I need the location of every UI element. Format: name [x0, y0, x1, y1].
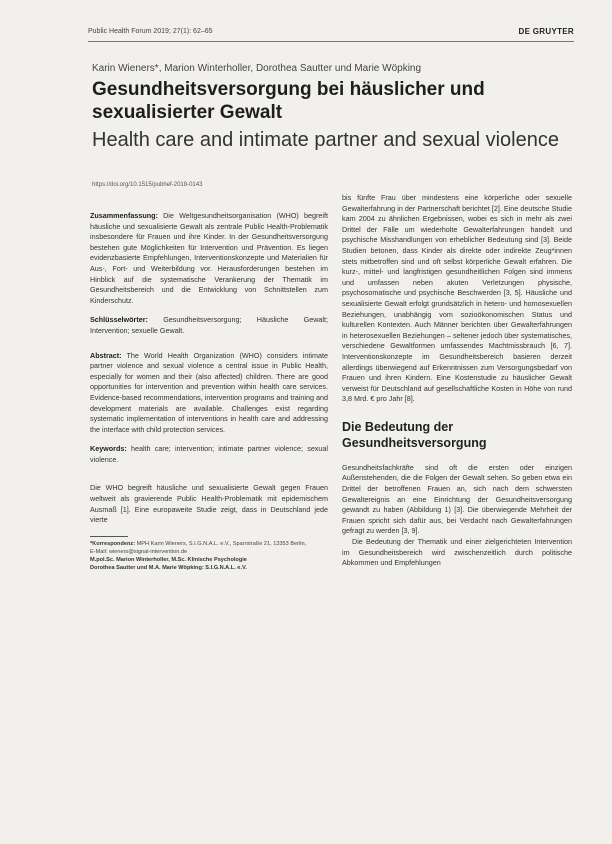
abstract-german-text: Die Weltgesundheitsorganisation (WHO) begreift häusliche und sexualisierte Gewalt als zentrale Public Health-Problematik insbesondere für Frauen und ihre Kinder. In der Gesundheitsversorgung bestehen gute Möglichkeiten für Intervention und Prävention. Es liegen evidenzbasierte Empfehlungen, Interventionskonzepte und Materialien für Aus-, Fort- und Weiterbildung vor. Herausforderungen bestehen im Hinblick auf die systematische Verankerung der Thematik im Gesundheitsbereich und die Entwicklung von Schnittstellen zum Kinderschutz.	[90, 211, 328, 305]
abstract-english-label: Abstract:	[90, 350, 122, 360]
keywords-english	[90, 444, 328, 465]
footnote-affiliation-1: M.pol.Sc. Marion Winterholler, M.Sc. Klinische Psychologie	[90, 556, 247, 563]
abstract-english-text: The World Health Organization (WHO) considers intimate partner violence and sexual violence a central issue in Public Health, especially for women and their (also affected) children. There are good opportunities for intervention and prevention within health care services. Evidence-based recommendations, intervention programs and training and development materials are available. Challenges exist regarding systematic implementation of interventions in health care and addressing the interface with child protection services.	[90, 350, 328, 434]
keywords-english-text: health care; intervention; intimate partner violence; sexual violence.	[90, 444, 328, 464]
intro-paragraph: Die WHO begreift häusliche und sexualisierte Gewalt gegen Frauen weltweit als gravierende Public Health-Problematik mit epidemischem Ausmaß [1]. Eine europaweite Studie zeigt, dass in Deutschland jede vierte	[90, 483, 328, 525]
body-paragraph-3: Die Bedeutung der Thematik und einer zielgerichteten Intervention im Gesundheitsbereich wird zwischenzeitlich durch politische Abkommen und Empfehlungen	[342, 537, 572, 568]
body-paragraph-1: bis fünfte Frau über mindestens eine körperliche oder sexuelle Gewalterfahrung in der Partnerschaft berichtet [2]. Eine deutsche Studie kam 2004 zu ähnlichen Ergebnissen, wobei es sich in mehr als zwei Drittel der Fälle um wiederholte Gewalterfahrungen handelt und psychische Misshandlungen von erheblicher Bedeutung sind [3]. Beide Studien betonen, dass Kinder als direkte oder indirekte Zeug*innen stets mitbetroffen sind und oft selbst körperliche Gewalt erfahren. Die kurz-, mittel- und langfristigen gesundheitlichen Folgen sind immens und umfassen neben akuten Verletzungen physische, psychosomatische und psychische Beschwerden [3, 5]. Häusliche und sexualisierte Gewalt erfolgt grundsätzlich in hetero- und homosexuellen Beziehungen, unabhängig vom sozioökonomischen Status und kulturellen Kontexten. Auch Männer berichten über Gewalterfahrungen in heterosexuellen Beziehungen – seltener jedoch über systematisches, verschiedene Gewaltformen umfassendes Machtmissbrauch [6, 7]. Interventionskonzepte im Gesundheitsbereich basieren derzeit allerdings überwiegend auf Erkenntnissen zum Versorgungsbedarf von Frauen und ihren Kindern. Eine Kostenstudie zu häuslicher Gewalt verweist für Deutschland auf gesellschaftliche Kosten in Höhe von rund 3,8 Mrd. € pro Jahr [8].	[342, 193, 572, 404]
abstract-english	[90, 351, 328, 436]
footnote-address: MPH Karin Wieners, S.I.G.N.A.L. e.V., Sparrstraße 21, 13353 Berlin,	[136, 540, 307, 547]
footnote-email[interactable]: E-Mail: wieners@signal-intervention.de	[90, 548, 188, 555]
article-title-german: Gesundheitsversorgung bei häuslicher und sexualisierter Gewalt	[92, 79, 485, 123]
keywords-german-label: Schlüsselwörter:	[90, 315, 148, 325]
section-heading: Die Bedeutung der Gesundheitsversorgung	[342, 419, 487, 450]
footnote-label: *Korrespondenz:	[90, 540, 136, 547]
running-head	[88, 28, 574, 40]
left-column	[90, 211, 328, 572]
header-rule	[88, 41, 574, 42]
publisher-logo: DE GRUYTER	[518, 27, 574, 36]
abstract-german	[90, 211, 328, 306]
right-column	[342, 193, 572, 569]
footnote-rule	[90, 536, 128, 537]
corresponding-author-footnote	[90, 540, 328, 572]
body-paragraph-2: Gesundheitsfachkräfte sind oft die ersten oder einzigen Außenstehenden, die die Folgen der Gewalt sehen. So geben etwa ein Drittel der betroffenen Frauen an, sich nach dem schwersten Gewaltereignis an eine Einrichtung der Gesundheitsversorgung gewandt zu haben (Abbildung 1) [3]. Die überwiegende Mehrheit der Frauen spricht sich dafür aus, bei Verdacht nach Gewalterfahrungen gefragt zu werden [3, 9].	[342, 462, 572, 536]
keywords-german	[90, 315, 328, 336]
keywords-english-label: Keywords:	[90, 444, 127, 454]
author-list: Karin Wieners*, Marion Winterholler, Dorothea Sautter und Marie Wöpking	[92, 63, 422, 74]
article-title-english: Health care and intimate partner and sexual violence	[92, 129, 559, 151]
keywords-german-text: Gesundheitsversorgung; Häusliche Gewalt; Intervention; sexuelle Gewalt.	[90, 315, 328, 335]
journal-citation: Public Health Forum 2019; 27(1): 62–65	[88, 28, 213, 35]
doi-link[interactable]: https://doi.org/10.1515/pubhef-2018-0143	[92, 182, 203, 188]
footnote-affiliation-2: Dorothea Sautter und M.A. Marie Wöpking: S.I.G.N.A.L. e.V.	[90, 564, 247, 571]
abstract-german-label: Zusammenfassung:	[90, 211, 158, 220]
